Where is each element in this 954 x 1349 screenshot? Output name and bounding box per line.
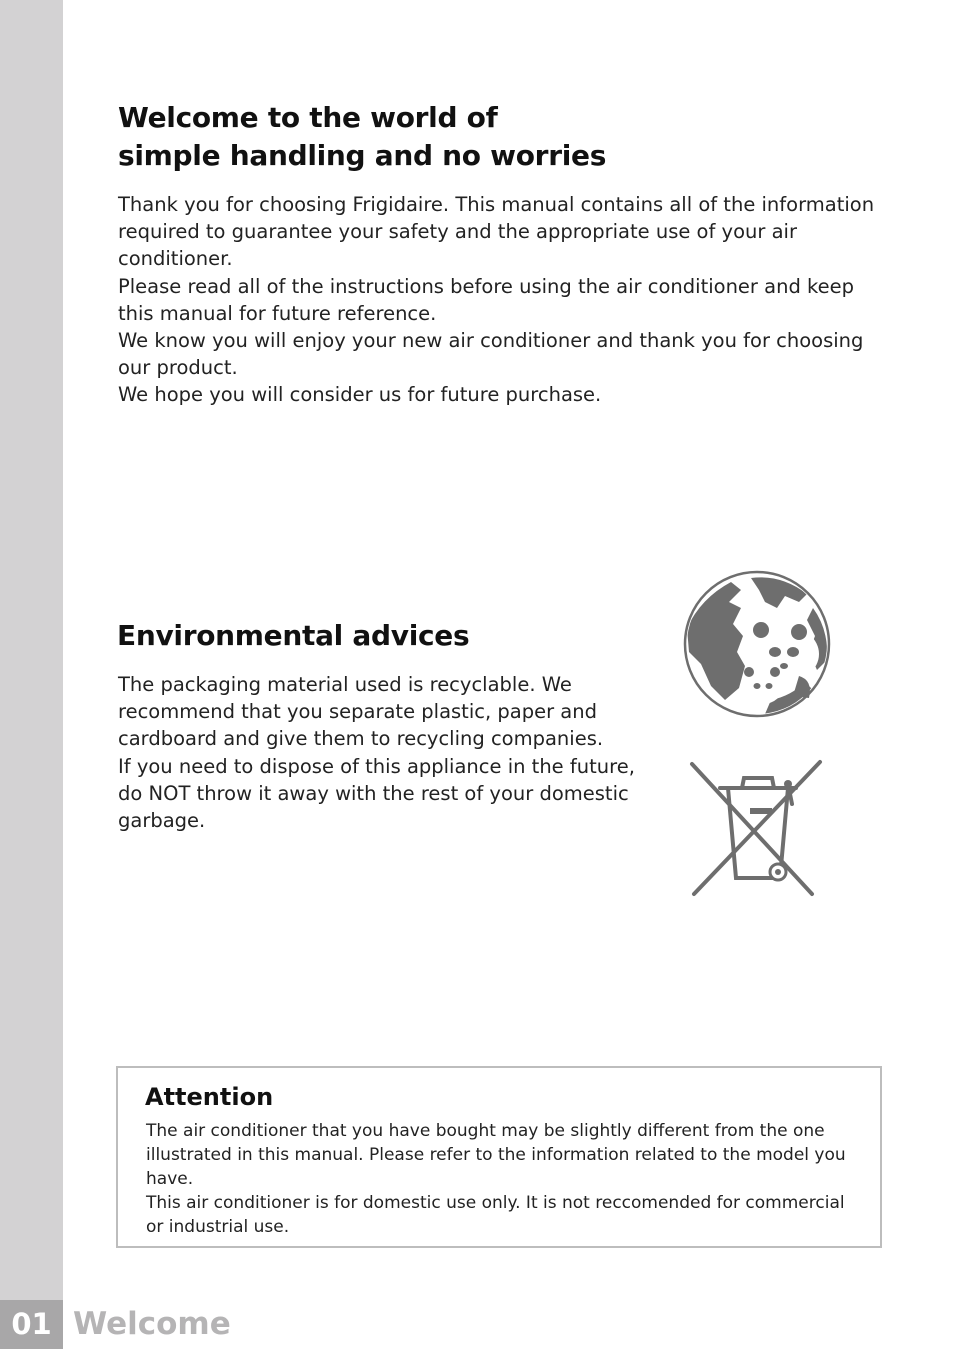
- welcome-paragraph: Thank you for choosing Frigidaire. This manual contains all of the information required to guarantee your safety and the appropriate use of your air conditioner.: [118, 193, 875, 271]
- crossed-out-bin-icon: [688, 758, 828, 900]
- welcome-title: [118, 99, 606, 175]
- environmental-title: Environmental advices: [117, 619, 470, 652]
- welcome-paragraph: We hope you will consider us for future purchase.: [118, 383, 602, 407]
- environmental-body: [118, 671, 648, 834]
- section-label: Welcome: [73, 1306, 231, 1342]
- welcome-paragraph: Please read all of the instructions before using the air conditioner and keep this manual for future reference.: [118, 274, 854, 325]
- page-number: 01: [0, 1300, 63, 1349]
- attention-title: Attention: [145, 1083, 274, 1111]
- side-bar: [0, 0, 63, 1349]
- welcome-title-line-1: Welcome to the world of: [118, 101, 498, 134]
- attention-paragraph: This air conditioner is for domestic use only. It is not reccomended for commercial or industrial use.: [146, 1193, 845, 1237]
- welcome-title-line-2: simple handling and no worries: [118, 139, 607, 172]
- attention-paragraph: The air conditioner that you have bought may be slightly different from the one illustrated in this manual. Please refer to the information related to the model you have.: [146, 1121, 846, 1189]
- environmental-paragraph: The packaging material used is recyclable. We recommend that you separate plastic, paper and cardboard and give them to recycling companies.: [118, 673, 604, 751]
- globe-panda-icon: [681, 568, 833, 720]
- attention-body: [146, 1119, 858, 1239]
- environmental-paragraph: If you need to dispose of this appliance in the future, do NOT throw it away with the rest of your domestic garbage.: [118, 754, 635, 833]
- welcome-body: [118, 191, 893, 409]
- attention-box: [116, 1066, 882, 1248]
- welcome-paragraph: We know you will enjoy your new air conditioner and thank you for choosing our product.: [118, 329, 864, 380]
